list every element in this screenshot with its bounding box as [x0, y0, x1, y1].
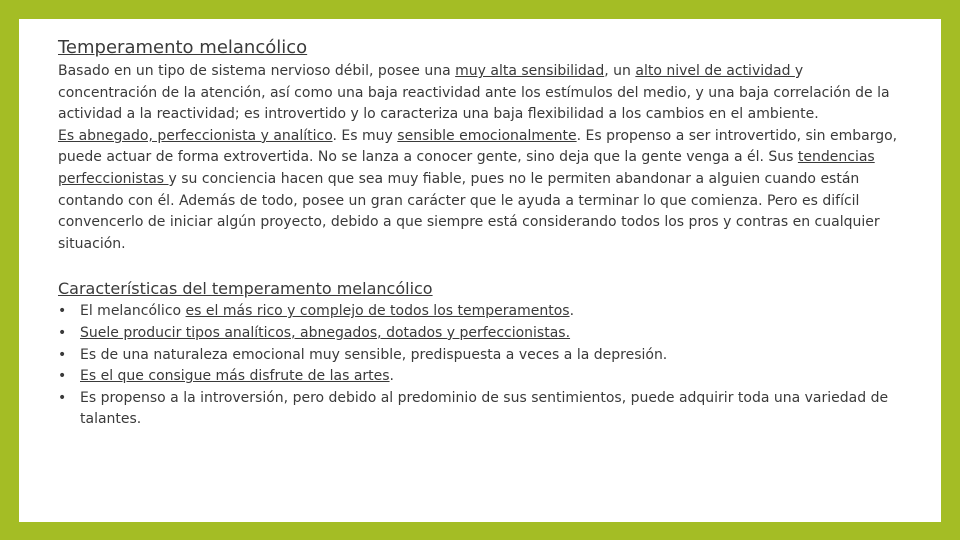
b1-text-1: El melancólico [80, 303, 186, 320]
p2-text-3: y su conciencia hacen que sea muy fiable, pues no le permiten abandonar a alguien cuando están contando con él. Además de todo, posee un gran carácter que le ayuda a terminar lo que comienza. Pero es difícil convencerlo de iniciar algún proyecto, debido a que siempre está considerando todos los pros y contras en cualquier situación. [58, 170, 880, 252]
paragraph-1 [58, 61, 898, 126]
p2-underline-2: sensible emocionalmente [397, 127, 577, 144]
slide [19, 19, 941, 522]
p2-underline-1: Es abnegado, perfeccionista y analítico [58, 127, 333, 144]
paragraph-2 [58, 126, 898, 256]
b2-underline: Suele producir tipos analíticos, abnegados, dotados y perfeccionistas. [80, 324, 571, 341]
p1-underline-1: muy alta sensibilidad [455, 63, 605, 79]
slide-content [58, 35, 898, 431]
p1-text-2: , un [604, 63, 636, 79]
b4-text: . [389, 368, 394, 385]
list-item [58, 345, 898, 367]
list-item [58, 366, 898, 388]
p2-text-1: . Es muy [332, 127, 398, 144]
b4-underline: Es el que consigue más disfrute de las artes [80, 368, 390, 385]
list-item [58, 301, 898, 323]
p2-underline-3: tendencias perfeccionistas [58, 149, 875, 187]
b3-text: Es de una naturaleza emocional muy sensible, predispuesta a veces a la depresión. [80, 346, 668, 363]
list-item [58, 323, 898, 345]
characteristics-list [58, 301, 898, 431]
p1-text-3: y concentración de la atención, así como una baja reactividad ante los estímulos del medio, y una baja correlación de la actividad a la reactividad; es introvertido y lo caracteriza una baja flexibilidad a los cambios en el ambiente. [58, 63, 890, 123]
section-subtitle: Características del temperamento melancólico [58, 279, 433, 299]
slide-title: Temperamento melancólico [58, 37, 308, 58]
b5-text: Es propenso a la introversión, pero debido al predominio de sus sentimientos, puede adquirir toda una variedad de talantes. [80, 389, 889, 428]
list-item [58, 388, 898, 431]
b1-underline: es el más rico y complejo de todos los temperamentos [185, 303, 570, 320]
p1-underline-2: alto nivel de actividad [635, 63, 795, 79]
p2-text-2: . Es propenso a ser introvertido, sin embargo, puede actuar de forma extrovertida. No se lanza a conocer gente, sino deja que la gente venga a él. Sus [58, 127, 898, 166]
p1-text-1: Basado en un tipo de sistema nervioso débil, posee una [58, 63, 456, 79]
b1-text-2: . [569, 303, 575, 320]
